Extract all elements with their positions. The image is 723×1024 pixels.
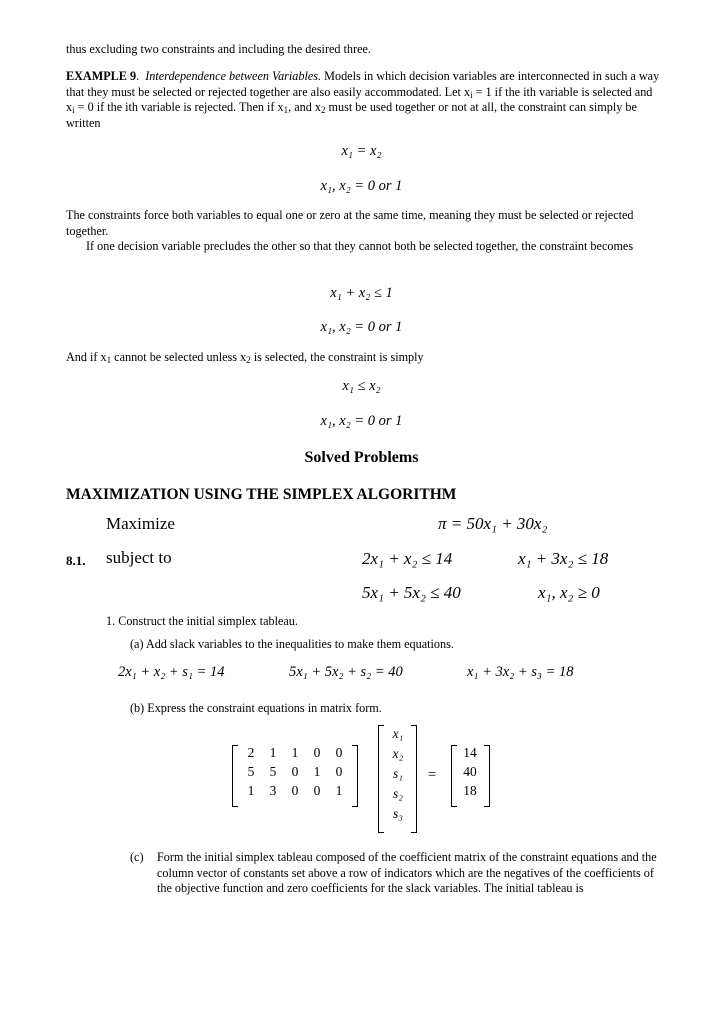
slack-equation-1: 2x₁ + x₂ + s₁ = 14 [118, 664, 225, 680]
matrix-cell: 3 [269, 783, 277, 798]
vector-right-bracket [411, 725, 417, 833]
equation-2-line-1: x₁ + x₂ ≤ 1 [330, 285, 393, 301]
constant-entry: 40 [463, 764, 477, 779]
matrix-cell: 0 [313, 745, 321, 760]
constants-right-bracket [484, 745, 490, 807]
slack-equation-3: x₁ + 3x₂ + s₃ = 18 [467, 664, 574, 680]
constraint-3: 5x₁ + 5x₂ ≤ 40 [362, 583, 461, 602]
vector-entry: x₁ [392, 726, 404, 741]
equals-sign: = [428, 767, 437, 783]
step-c-text: Form the initial simplex tableau composed of the coefficient matrix of the constraint equations and the column vector of constants set above a row of indicators which are the negatives of the coefficients of the objective function and zero coefficients for the slack variables. The initial tableau is [157, 850, 657, 895]
subject-to-label: subject to [106, 548, 172, 567]
example-label: EXAMPLE 9 [66, 69, 137, 83]
example-9-paragraph: EXAMPLE 9. Interdependence between Variables. Models in which decision variables are interconnected in such a way that they must be selected or rejected together are also easily accommodated. Let $x_i = 1$ if the ith variable is selected and $x_i = 0$ if the ith variable is rejected. Then if $x_1$, and $x_2$ must be used together or not at all, the constraint can simply be written [66, 69, 660, 130]
matrix-cell: 5 [247, 764, 255, 779]
matrix-cell: 0 [313, 783, 321, 798]
vector-entry: s₂ [393, 786, 403, 801]
paragraph-force: The constraints force both variables to equal one or zero at the same time, meaning they must be selected or rejected together. [66, 208, 634, 238]
coefficient-matrix [240, 745, 350, 799]
step-c-label: (c) [130, 850, 144, 864]
step-a: (a) Add slack variables to the inequalities to make them equations. [130, 637, 454, 651]
maximize-label: Maximize [106, 514, 175, 533]
variable-vector [384, 726, 412, 822]
matrix-cell: 1 [291, 745, 299, 760]
solved-problems-heading: Solved Problems [304, 449, 419, 466]
constants-vector [456, 745, 484, 799]
paragraph-unless: And if $x_1$ cannot be selected unless $x_2$ is selected, the constraint is simply [66, 350, 424, 365]
step-b: (b) Express the constraint equations in matrix form. [130, 701, 382, 715]
objective-function: π = 50x₁ + 30x₂ [438, 514, 548, 533]
vector-entry: x₂ [392, 746, 404, 761]
equation-3-line-2: x₁, x₂ = 0 or 1 [320, 413, 403, 429]
matrix-left-bracket [232, 745, 238, 807]
matrix-cell: 0 [291, 764, 299, 779]
constant-entry: 18 [463, 783, 477, 798]
matrix-cell: 0 [335, 745, 343, 760]
example-title: Interdependence between Variables. [145, 69, 322, 83]
equation-1-line-1: x₁ = x₂ [341, 143, 382, 159]
matrix-cell: 0 [291, 783, 299, 798]
matrix-cell: 1 [335, 783, 343, 798]
matrix-cell: 2 [247, 745, 255, 760]
vector-entry: s₁ [393, 766, 403, 781]
section-heading: MAXIMIZATION USING THE SIMPLEX ALGORITHM [66, 486, 457, 503]
matrix-right-bracket [352, 745, 358, 807]
intro-line: thus excluding two constraints and including the desired three. [66, 42, 371, 56]
vector-entry: s₃ [393, 806, 403, 821]
matrix-cell: 0 [335, 764, 343, 779]
paragraph-preclude: If one decision variable precludes the other so that they cannot both be selected together, the constraint becomes [86, 239, 634, 253]
equation-3-line-1: x₁ ≤ x₂ [342, 378, 381, 394]
constraint-2: x₁ + 3x₂ ≤ 18 [518, 549, 609, 568]
problem-number: 8.1. [66, 553, 86, 568]
equation-1-line-2: x₁, x₂ = 0 or 1 [320, 178, 403, 194]
constraint-1: 2x₁ + x₂ ≤ 14 [362, 549, 453, 568]
slack-equation-2: 5x₁ + 5x₂ + s₂ = 40 [289, 664, 403, 680]
matrix-cell: 1 [269, 745, 277, 760]
constant-entry: 14 [463, 745, 477, 760]
step-1: 1. Construct the initial simplex tableau. [106, 614, 298, 628]
constraint-nonneg: x₁, x₂ ≥ 0 [538, 583, 600, 602]
matrix-cell: 1 [313, 764, 321, 779]
matrix-cell: 1 [247, 783, 255, 798]
equation-2-line-2: x₁, x₂ = 0 or 1 [320, 319, 403, 335]
matrix-cell: 5 [269, 764, 277, 779]
